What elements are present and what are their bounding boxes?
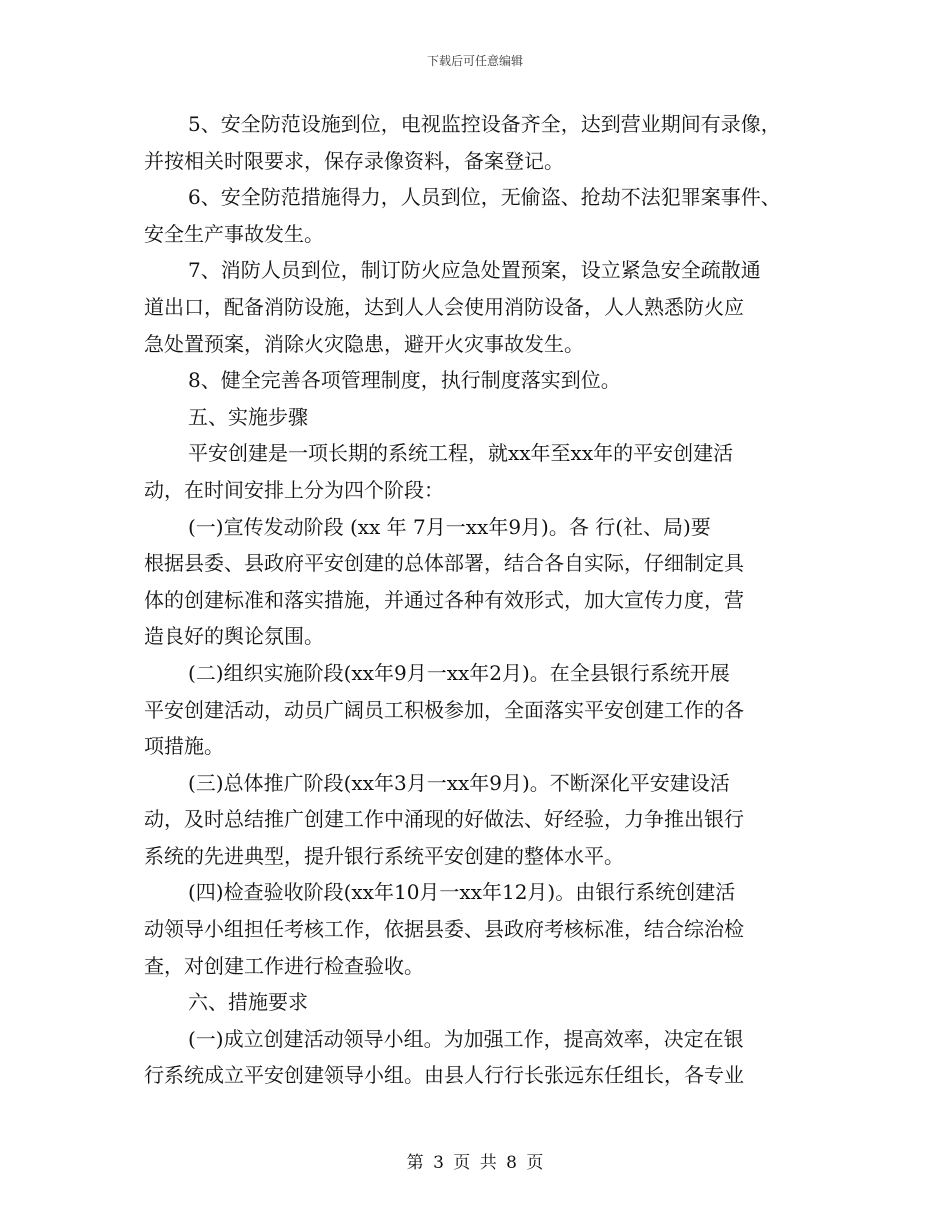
text-line: 8、健全完善各项管理制度，执行制度落实到位。 xyxy=(188,368,621,393)
text-line: 急处置预案，消除火灾隐患，避开火灾事故发生。 xyxy=(144,331,584,356)
text-line: 并按相关时限要求，保存录像资料，备案登记。 xyxy=(144,148,564,173)
text-line: 动，及时总结推广创建工作中涌现的好做法、好经验，力争推出银行 xyxy=(144,807,744,832)
text-line: 动领导小组担任考核工作，依据县委、县政府考核标准，结合综治检 xyxy=(144,917,744,942)
text-line: 动，在时间安排上分为四个阶段： xyxy=(144,477,444,502)
document-body xyxy=(144,106,824,1094)
text-line: (一)宣传发动阶段 (xx 年 7月一xx年9月)。各 行(社、局)要 xyxy=(188,514,711,539)
page-header: 下载后可任意编辑 xyxy=(426,54,523,68)
text-line: 五、实施步骤 xyxy=(188,404,308,429)
text-line: 安全生产事故发生。 xyxy=(144,221,324,246)
text-line: 六、措施要求 xyxy=(188,990,308,1015)
text-line: (四)检查验收阶段(xx年10月一xx年12月)。由银行系统创建活 xyxy=(188,880,736,905)
text-line: 系统的先进典型，提升银行系统平安创建的整体水平。 xyxy=(144,843,624,868)
text-line: 7、消防人员到位，制订防火应急处置预案，设立紧急安全疏散通 xyxy=(188,258,761,283)
page-footer: 第 3 页 共 8 页 xyxy=(406,1153,544,1173)
text-line: 6、安全防范措施得力，人员到位，无偷盗、抢劫不法犯罪案事件、 xyxy=(188,185,781,210)
text-line: (一)成立创建活动领导小组。为加强工作，提高效率，决定在银 xyxy=(188,1026,744,1051)
text-line: 查，对创建工作进行检查验收。 xyxy=(144,953,424,978)
text-line: 根据县委、县政府平安创建的总体部署，结合各自实际，仔细制定具 xyxy=(144,551,744,576)
text-line: 平安创建活动，动员广阔员工积极参加，全面落实平安创建工作的各 xyxy=(144,697,744,722)
text-line: 平安创建是一项长期的系统工程，就xx年至xx年的平安创建活 xyxy=(188,441,734,466)
text-line: 造良好的舆论氛围。 xyxy=(144,624,324,649)
text-line: (三)总体推广阶段(xx年3月一xx年9月)。不断深化平安建设活 xyxy=(188,770,730,795)
text-line: 道出口，配备消防设施，达到人人会使用消防设备，人人熟悉防火应 xyxy=(144,294,744,319)
text-line: (二)组织实施阶段(xx年9月一xx年2月)。在全县银行系统开展 xyxy=(188,660,730,685)
text-line: 5、安全防范设施到位，电视监控设备齐全，达到营业期间有录像， xyxy=(188,112,781,136)
text-line: 体的创建标准和落实措施，并通过各种有效形式，加大宣传力度，营 xyxy=(144,587,744,612)
text-line: 项措施。 xyxy=(144,734,224,759)
text-line: 行系统成立平安创建领导小组。由县人行行长张远东任组长，各专业 xyxy=(144,1063,744,1088)
